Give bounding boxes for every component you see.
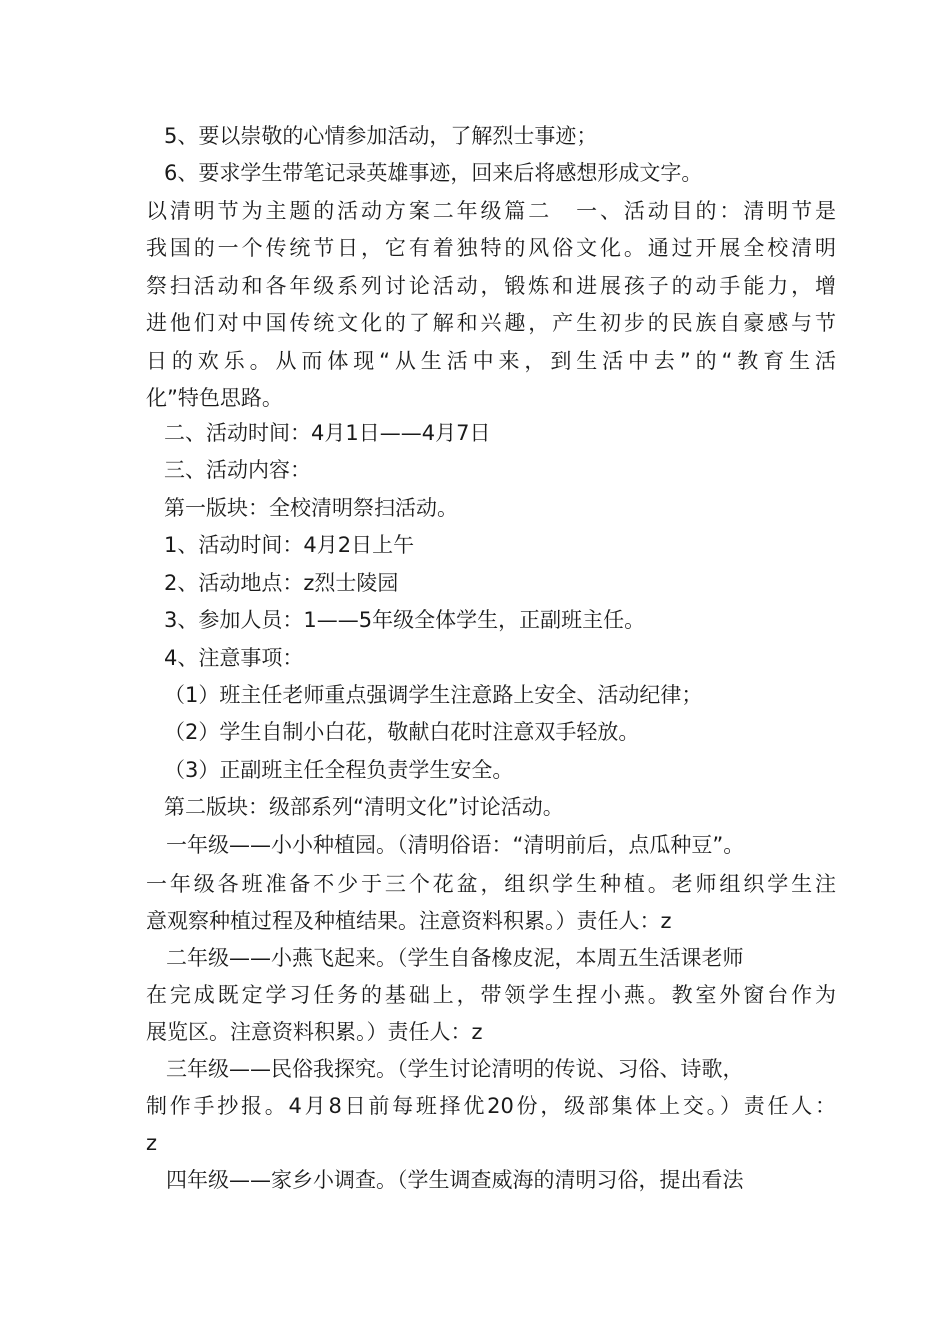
text-line: 意观察种植过程及种植结果。注意资料积累。）责任人：z: [146, 909, 672, 933]
text-line: 在完成既定学习任务的基础上，带领学生捏小燕。教室外窗台作为: [146, 983, 836, 1007]
text-line: 祭扫活动和各年级系列讨论活动，锻炼和进展孩子的动手能力，增: [146, 274, 836, 298]
text-line: 二年级——小燕飞起来。（学生自备橡皮泥，本周五生活课老师: [166, 946, 744, 970]
text-line: 5、要以崇敬的心情参加活动，了解烈士事迹；: [164, 124, 598, 148]
text-line: 一年级——小小种植园。（清明俗语：“清明前后，点瓜种豆”。: [166, 833, 745, 857]
text-line: （2）学生自制小白花，敬献白花时注意双手轻放。: [164, 720, 640, 744]
text-line: 四年级——家乡小调查。（学生调查威海的清明习俗，提出看法: [166, 1168, 744, 1192]
text-line: 化”特色思路。: [146, 386, 283, 410]
text-line: 一年级各班准备不少于三个花盆，组织学生种植。老师组织学生注: [146, 872, 836, 896]
text-line: 制作手抄报。4月8日前每班择优20份，级部集体上交。）责任人：: [146, 1094, 836, 1118]
text-line: （3）正副班主任全程负责学生安全。: [164, 758, 514, 782]
text-line: 二、活动时间：4月1日——4月7日: [164, 421, 491, 445]
text-line: 进他们对中国传统文化的了解和兴趣，产生初步的民族自豪感与节: [146, 311, 836, 335]
text-line: （1）班主任老师重点强调学生注意路上安全、活动纪律；: [164, 683, 703, 707]
text-line: 2、活动地点：z烈士陵园: [164, 571, 399, 595]
text-line: 我国的一个传统节日，它有着独特的风俗文化。通过开展全校清明: [146, 236, 836, 260]
text-line: 第一版块：全校清明祭扫活动。: [164, 496, 458, 520]
text-line: z: [146, 1131, 158, 1155]
text-line: 展览区。注意资料积累。）责任人：z: [146, 1020, 483, 1044]
text-line: 1、活动时间：4月2日上午: [164, 533, 415, 557]
text-line: 4、注意事项：: [164, 646, 304, 670]
text-line: 以清明节为主题的活动方案二年级篇二 一、活动目的：清明节是: [146, 199, 836, 223]
text-line: 日的欢乐。从而体现“从生活中来，到生活中去”的“教育生活: [146, 349, 836, 373]
text-line: 第二版块：级部系列“清明文化”讨论活动。: [164, 795, 564, 819]
text-line: 6、要求学生带笔记录英雄事迹，回来后将感想形成文字。: [164, 161, 703, 185]
text-line: 三、活动内容：: [164, 458, 311, 482]
text-line: 三年级——民俗我探究。（学生讨论清明的传说、习俗、诗歌，: [166, 1057, 744, 1081]
text-line: 3、参加人员：1——5年级全体学生，正副班主任。: [164, 608, 646, 632]
